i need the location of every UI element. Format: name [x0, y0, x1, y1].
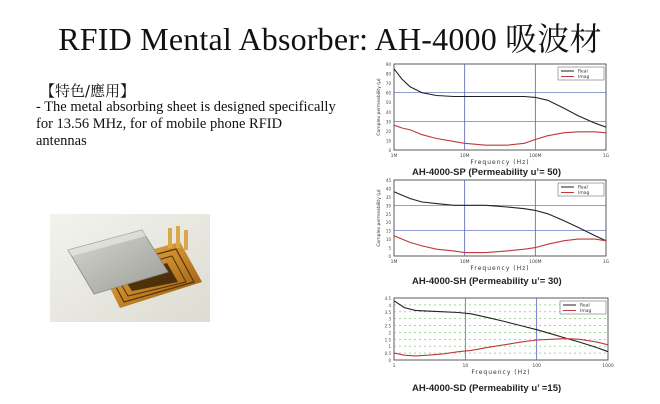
- y-tick-label: 80: [385, 71, 391, 77]
- chart-caption-sh: AH-4000-SH (Permeability u’= 30): [412, 276, 562, 287]
- chart-ah-4000-sh: [364, 176, 624, 274]
- y-tick-label: 15: [385, 228, 391, 234]
- y-tick-label: 35: [385, 194, 391, 200]
- y-tick-label: 20: [385, 220, 391, 226]
- x-tick-label: 1000: [602, 364, 614, 369]
- y-tick-label: 70: [385, 81, 391, 87]
- y-tick-label: 50: [385, 100, 391, 106]
- y-tick-label: 0: [388, 148, 391, 153]
- y-tick-label: 4.5: [384, 296, 391, 301]
- y-tick-label: 1.5: [384, 337, 391, 343]
- legend-label: Imag: [578, 191, 590, 196]
- y-tick-label: 10: [385, 138, 391, 144]
- y-tick-label: 1: [388, 344, 391, 350]
- legend-label: Imag: [580, 309, 592, 314]
- x-axis-label: Frequency (Hz): [470, 265, 530, 272]
- chart-caption-sd: AH-4000-SD (Permeability u’ =15): [412, 383, 562, 394]
- legend-label: Real: [578, 185, 588, 191]
- y-tick-label: 40: [385, 109, 391, 115]
- x-axis-label: Frequency (Hz): [471, 369, 531, 376]
- y-tick-label: 2: [388, 330, 391, 336]
- y-tick-label: 0: [388, 358, 391, 363]
- features-description: - The metal absorbing sheet is designed specifically for 13.56 MHz, for of mobile phone RFID antennas: [36, 99, 336, 149]
- y-axis-label: Complex permeability (μ): [377, 78, 382, 136]
- legend-label: Real: [580, 303, 590, 309]
- y-tick-label: 40: [385, 186, 391, 192]
- x-axis-label: Frequency (Hz): [470, 159, 530, 166]
- y-tick-label: 2.5: [384, 323, 391, 329]
- legend-label: Real: [578, 69, 588, 75]
- y-tick-label: 90: [385, 62, 391, 67]
- x-tick-label: 10M: [459, 154, 470, 159]
- y-tick-label: 25: [385, 211, 391, 217]
- chart-caption-sp: AH-4000-SP (Permeability u’= 50): [412, 167, 561, 178]
- features-heading: 【特色/應用】: [40, 82, 136, 100]
- y-tick-label: 10: [385, 237, 391, 243]
- chart-ah-4000-sd: [364, 294, 624, 378]
- x-tick-label: 10M: [459, 260, 470, 265]
- x-tick-label: 1G: [602, 154, 610, 159]
- x-tick-label: 1: [392, 364, 396, 369]
- y-tick-label: 30: [385, 119, 391, 125]
- y-tick-label: 45: [385, 178, 391, 183]
- y-tick-label: 20: [385, 128, 391, 134]
- y-tick-label: 5: [388, 245, 391, 251]
- y-tick-label: 3.5: [384, 309, 391, 315]
- product-photo: [50, 214, 210, 322]
- slide-title: RFID Mental Absorber: AH-4000 吸波材: [58, 21, 602, 57]
- chart-ah-4000-sp: [364, 60, 624, 168]
- legend-label: Imag: [578, 75, 590, 80]
- x-tick-label: 10: [462, 364, 469, 369]
- y-tick-label: 4: [388, 302, 391, 308]
- x-tick-label: 100: [532, 364, 541, 369]
- y-tick-label: 0: [388, 254, 391, 259]
- x-tick-label: 1G: [602, 260, 610, 265]
- y-axis-label: Complex permeability (μ): [377, 189, 382, 247]
- y-tick-label: 0.5: [384, 351, 391, 357]
- y-tick-label: 60: [385, 90, 391, 96]
- x-tick-label: 1M: [390, 154, 398, 159]
- y-tick-label: 3: [388, 316, 391, 322]
- x-tick-label: 100M: [529, 154, 542, 159]
- x-tick-label: 100M: [529, 260, 542, 265]
- x-tick-label: 1M: [390, 260, 398, 265]
- y-tick-label: 30: [385, 203, 391, 209]
